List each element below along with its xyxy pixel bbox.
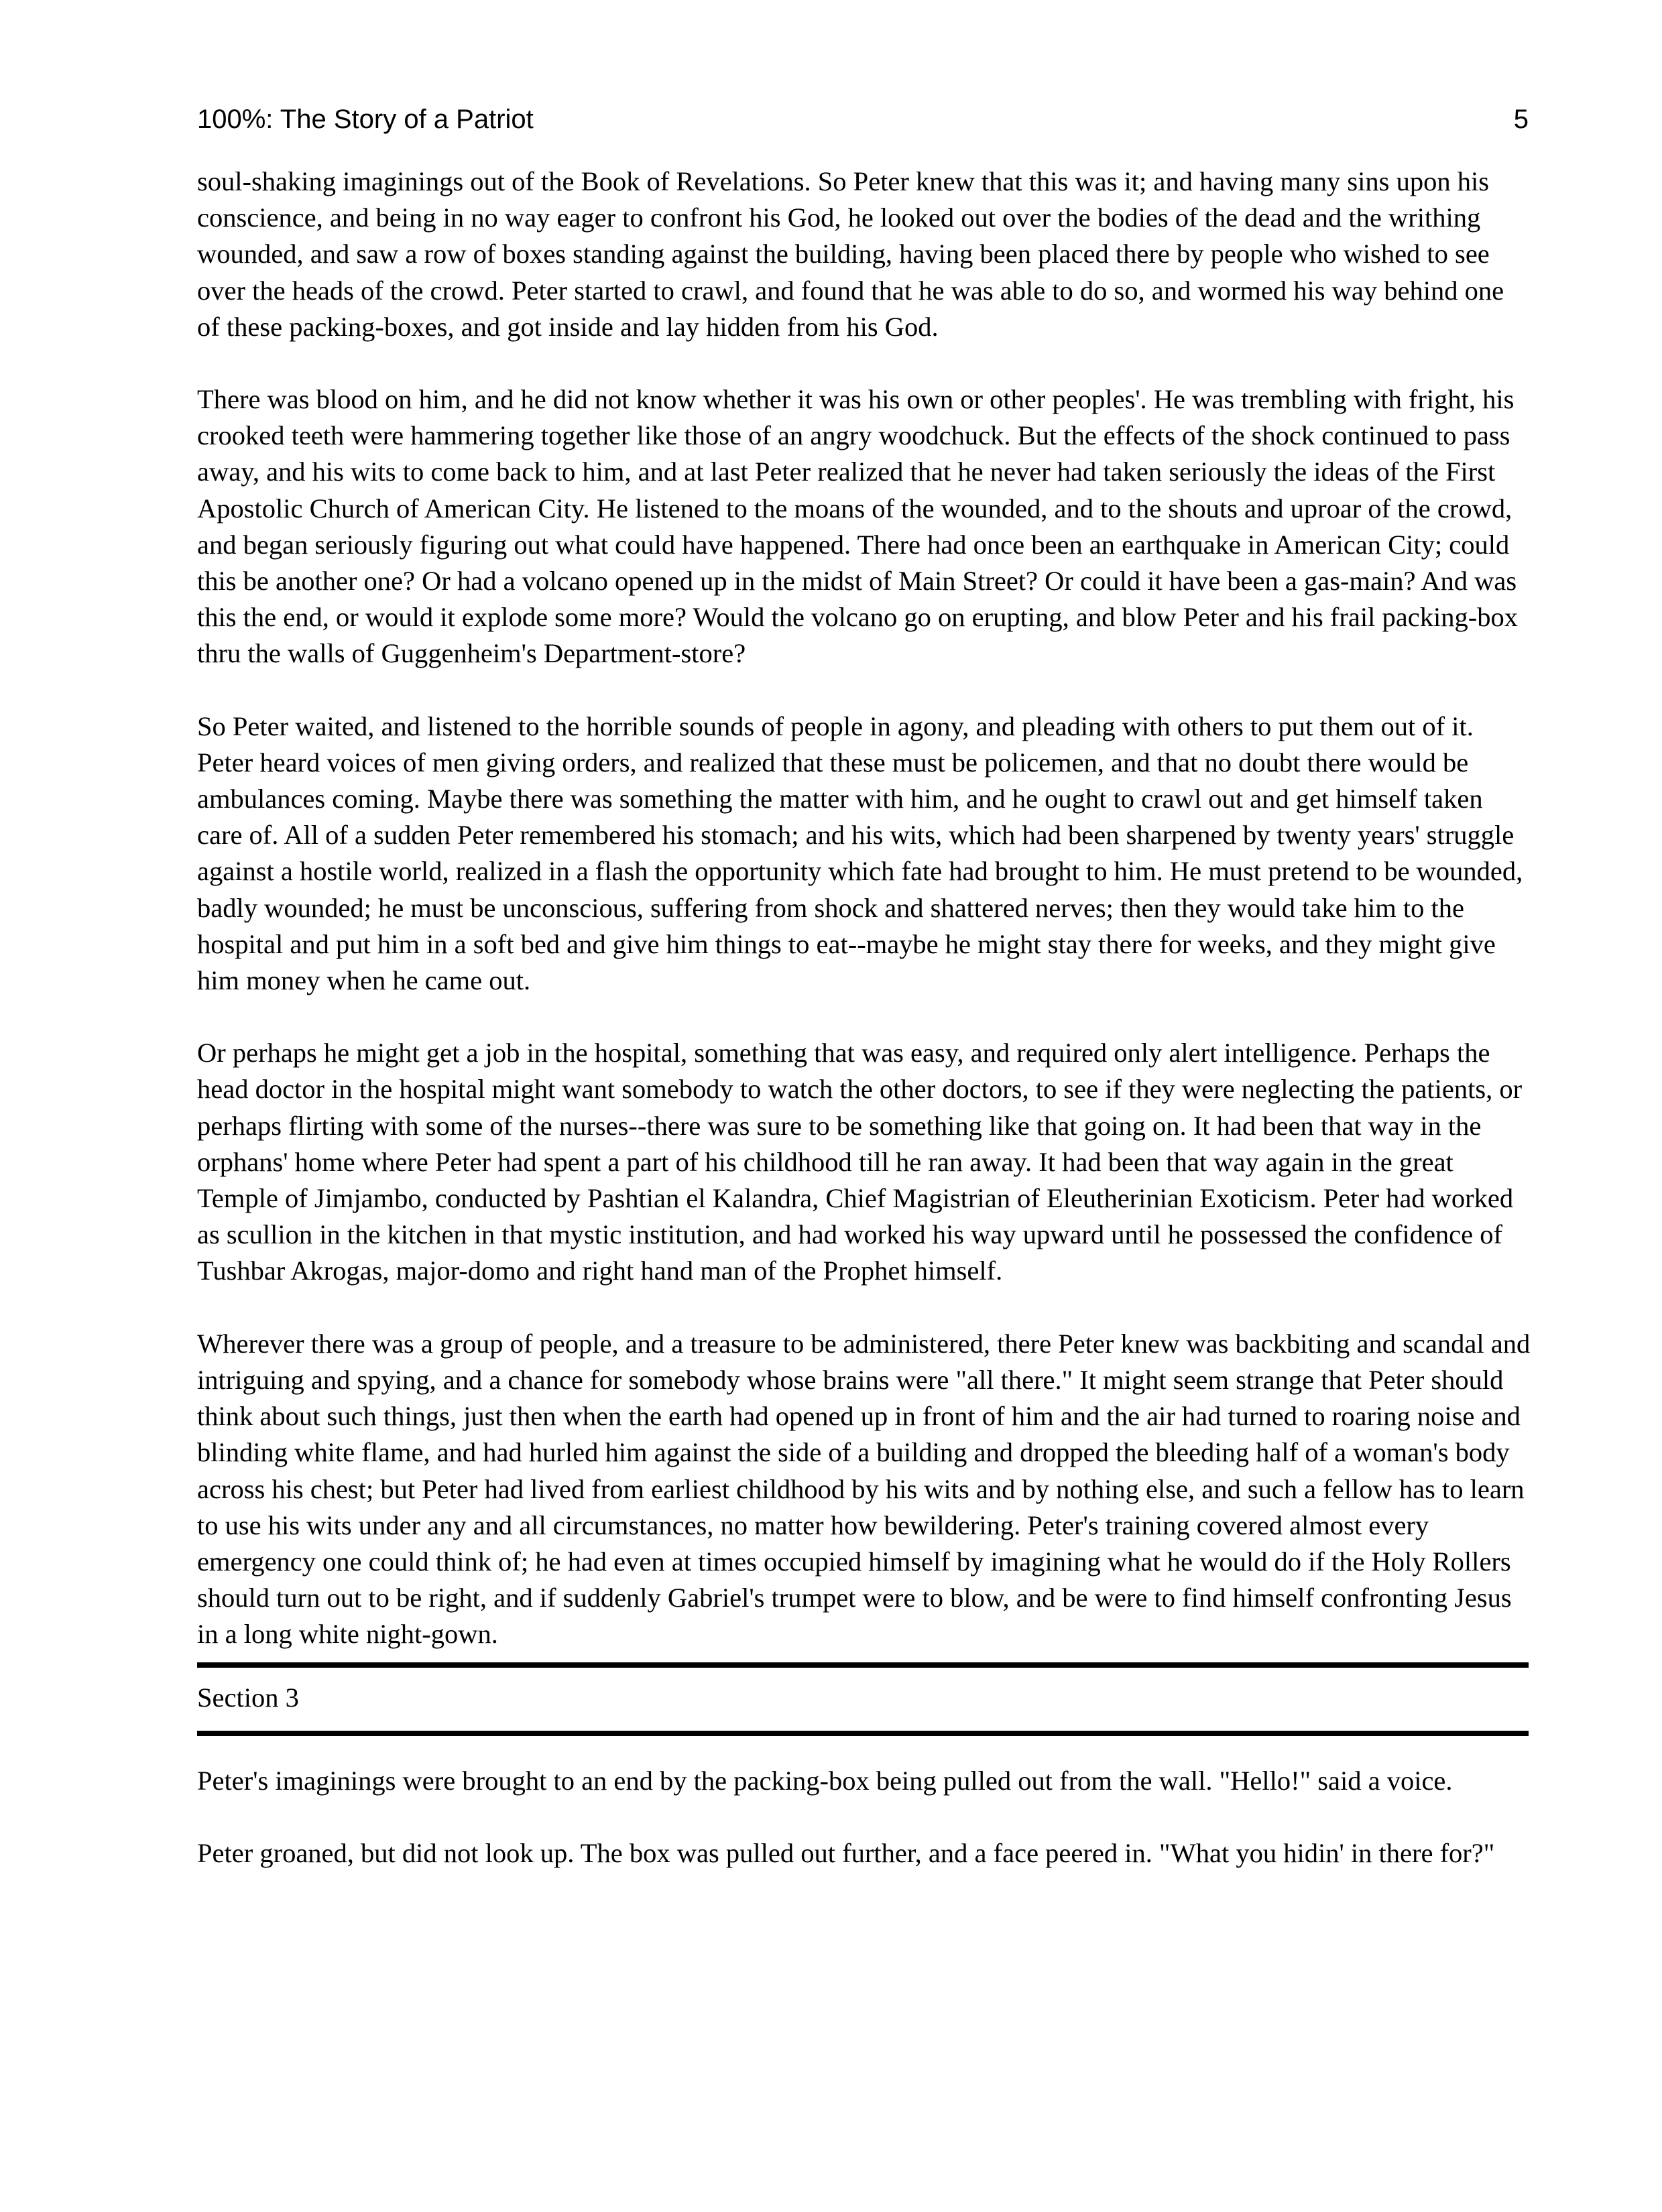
paragraph: Or perhaps he might get a job in the hospital, something that was easy, and required only alert intelligence. Perhaps the head doctor in the hospital might want somebody to watch the other doctors, to see if they were neglecting the patients, or perhaps flirting with some of the nurses--there was sure to be something like that going on. It had been that way in the orphans' home where Peter had spent a part of his childhood till he ran away. It had been that way again in the great Temple of Jimjambo, conducted by Pashtian el Kalandra, Chief Magistrian of Eleutherinian Exoticism. Peter had worked as scullion in the kitchen in that mystic institution, and had worked his way upward until he possessed the confidence of Tushbar Akrogas, major-domo and right hand man of the Prophet himself. [197, 1038, 1523, 1286]
running-header [197, 102, 1529, 137]
paragraph: Peter groaned, but did not look up. The box was pulled out further, and a face peered in. "What you hidin' in there for?" [197, 1837, 1495, 1868]
body-text [197, 164, 1533, 1871]
book-title: 100%: The Story of a Patriot [197, 105, 534, 134]
paragraph: soul-shaking imaginings out of the Book of Revelations. So Peter knew that this was it; and having many sins upon his conscience, and being in no way eager to confront his God, he looked out over the bodies of the dead and the writhing wounded, and saw a row of boxes standing against the building, having been placed there by people who wished to see over the heads of the crowd. Peter started to crawl, and found that he was able to do so, and wormed his way behind one of these packing-boxes, and got inside and lay hidden from his God. [197, 166, 1504, 342]
paragraph: So Peter waited, and listened to the horrible sounds of people in agony, and pleading with others to put them out of it. Peter heard voices of men giving orders, and realized that these must be policemen, and that no doubt there would be ambulances coming. Maybe there was something the matter with him, and he ought to crawl out and get himself taken care of. All of a sudden Peter remembered his stomach; and his wits, which had been sharpened by twenty years' struggle against a hostile world, realized in a flash the opportunity which fate had brought to him. He must pretend to be wounded, badly wounded; he must be unconscious, suffering from shock and shattered nerves; then they would take him to the hospital and put him in a soft bed and give him things to eat--maybe he might stay there for weeks, and they might give him money when he came out. [197, 711, 1523, 996]
paragraph: Peter's imaginings were brought to an end by the packing-box being pulled out from the wall. "Hello!" said a voice. [197, 1765, 1453, 1796]
paragraph: There was blood on him, and he did not know whether it was his own or other peoples'. He was trembling with fright, his crooked teeth were hammering together like those of an angry woodchuck. But the effects of the shock continued to pass away, and his wits to come back to him, and at last Peter realized that he never had taken seriously the ideas of the First Apostolic Church of American City. He listened to the moans of the wounded, and to the shouts and uproar of the crowd, and began seriously figuring out what could have happened. There had once been an earthquake in American City; could this be another one? Or had a volcano opened up in the midst of Main Street? Or could it have been a gas-main? And was this the end, or would it explode some more? Would the volcano go on erupting, and blow Peter and his frail packing-box thru the walls of Guggenheim's Department-store? [197, 384, 1518, 669]
section-divider-bottom [197, 1731, 1529, 1736]
section-heading: Section 3 [197, 1682, 299, 1713]
page-number: 5 [1513, 105, 1529, 134]
paragraph: Wherever there was a group of people, and a treasure to be administered, there Peter knew was backbiting and scandal and intriguing and spying, and a chance for somebody whose brains were "all there." It might seem strange that Peter should think about such things, just then when the earth had opened up in front of him and the air had turned to roaring noise and blinding white flame, and had hurled him against the side of a building and dropped the bleeding half of a woman's body across his chest; but Peter had lived from earliest childhood by his wits and by nothing else, and such a fellow has to learn to use his wits under any and all circumstances, no matter how bewildering. Peter's training covered almost every emergency one could think of; he had even at times occupied himself by imagining what he would do if the Holy Rollers should turn out to be right, and if suddenly Gabriel's trumpet were to blow, and be were to find himself confronting Jesus in a long white night-gown. [197, 1328, 1531, 1650]
section-divider-top [197, 1662, 1529, 1668]
